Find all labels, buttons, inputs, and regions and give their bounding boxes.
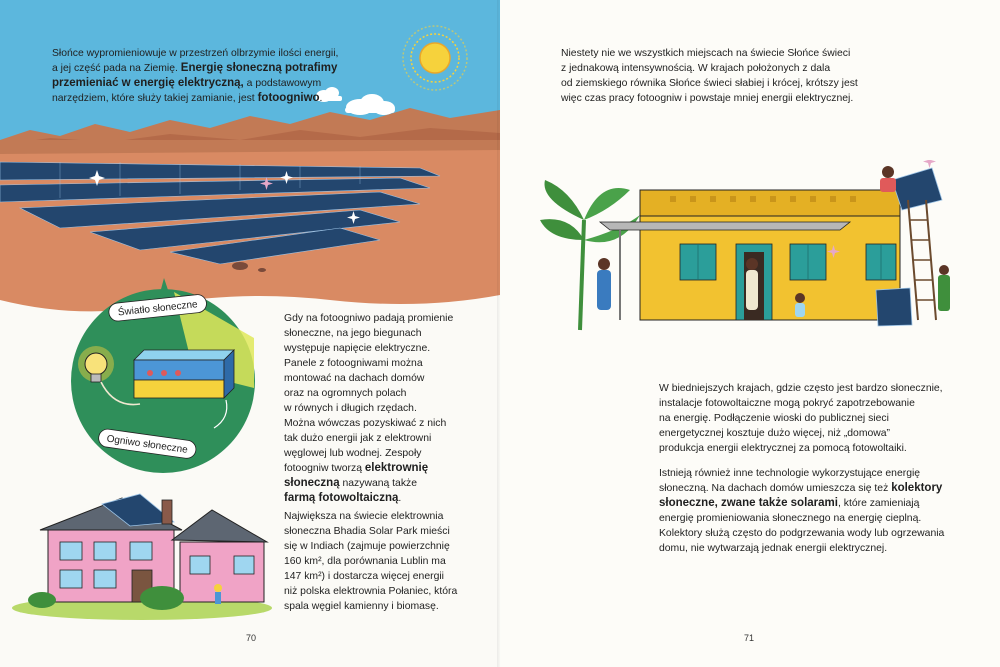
collectors-paragraph [659, 466, 969, 556]
paragraph-line: od ziemskiego równika Słońce świeci słabiej i krócej, krótszy jest [561, 78, 858, 89]
solar-cell-icon [134, 350, 234, 398]
intro-line: a jej część pada na Ziemię. [52, 63, 178, 74]
intro-line: . [319, 93, 323, 104]
paragraph-line: produkcja energii elektrycznej za pomocą fotowoltaiki. [659, 443, 907, 454]
paragraph-line: 160 km², dla porównania Lublin ma [284, 556, 446, 567]
right-page [500, 0, 1000, 667]
paragraph-line: . [398, 493, 402, 504]
paragraph-line: energetycznej kosztuje dużo więcej, niż „domowa” [659, 428, 891, 439]
sunlight-label-text: Światło słoneczne [117, 299, 199, 319]
bhadia-paragraph [284, 509, 474, 614]
solar-farm-paragraph [284, 311, 474, 506]
page-number-left: 70 [246, 633, 257, 643]
lightbulb-icon [78, 346, 114, 382]
paragraph-line: Niestety nie we wszystkich miejscach na świecie Słońce świeci [561, 48, 851, 59]
intro-line: narzędziem, które służy takiej zamianie, jest [52, 93, 255, 104]
paragraph-line: więc czas pracy fotoogniw i powstaje mniej energii elektrycznej. [561, 93, 854, 104]
paragraph-line: W biedniejszych krajach, gdzie często jest bardzo słonecznie, [659, 383, 943, 394]
paragraph-line: domu, nie wytwarzają jednak energii elektrycznej. [659, 543, 888, 554]
paragraph-line: słoneczną. Na dachach domów umieszcza się też [659, 483, 889, 494]
paragraph-bold: kolektory [891, 482, 943, 494]
paragraph-bold: elektrownię [364, 462, 429, 474]
intro-line: a podstawowym [246, 78, 322, 89]
intro-bold: Energię słoneczną potrafimy [180, 62, 338, 74]
intro-line: Słońce wypromieniowuje w przestrzeń olbrzymie ilości energii, [52, 48, 339, 59]
paragraph-line: nazywaną także [342, 478, 418, 489]
intro-paragraph [52, 46, 382, 106]
paragraph-line: niż polska elektrownia Połaniec, która [284, 586, 458, 597]
paragraph-line: z jednakową intensywnością. W krajach położonych z dala [561, 63, 831, 74]
paragraph-line: 147 km²) i dostarcza więcej energii [284, 571, 444, 582]
paragraph-line: tak dużo energii jak z elektrowni [284, 433, 432, 444]
paragraph-line: fotoogniw tworzą [284, 463, 362, 474]
village-house-illustration [540, 160, 965, 340]
paragraph-line: Największa na świecie elektrownia [284, 511, 444, 522]
paragraph-line: występuje napięcie elektryczne. [284, 343, 431, 354]
paragraph-bold: farmą fotowoltaiczną [284, 492, 399, 504]
paragraph-line: energię promieniowania słonecznego na energię cieplną. [659, 513, 922, 524]
paragraph-line: montować na dachach domów [284, 373, 425, 384]
intro-bold: przemieniać w energię elektryczną, [52, 77, 244, 89]
paragraph-bold: słoneczną [284, 477, 340, 489]
paragraph-line: , które zamieniają [837, 498, 920, 509]
paragraph-line: Można wówczas pozyskiwać z nich [284, 418, 447, 429]
house-illustration [12, 470, 282, 620]
intensity-paragraph [561, 46, 861, 106]
paragraph-line: na energię. Podłączenie wioski do publicznej sieci [659, 413, 889, 424]
solar-cell-diagram [64, 278, 262, 476]
solar-cell-label-text: Ogniwo słoneczne [105, 433, 189, 456]
paragraph-line: się w Indiach (zajmuje powierzchnię [284, 541, 450, 552]
paragraph-line: spala węgiel kamienny i biomasę. [284, 601, 439, 612]
book-gutter [497, 0, 503, 667]
paragraph-line: Gdy na fotoogniwo padają promienie [284, 313, 454, 324]
poor-countries-paragraph [659, 381, 969, 456]
paragraph-line: oraz na ogromnych polach [284, 388, 407, 399]
intro-bold: fotoogniwo [257, 92, 320, 104]
plant-icon [540, 180, 640, 330]
paragraph-line: instalacje fotowoltaiczne mogą pokryć zapotrzebowanie [659, 398, 915, 409]
paragraph-line: Istnieją również inne technologie wykorzystujące energię [659, 468, 921, 479]
paragraph-line: węglowej lub wodnej. Zespoły [284, 448, 422, 459]
paragraph-line: Kolektory służą często do podgrzewania wody lub ogrzewania [659, 528, 945, 539]
paragraph-line: słoneczna Bhadia Solar Park mieści [284, 526, 450, 537]
paragraph-line: w równych i długich rzędach. [284, 403, 417, 414]
paragraph-line: słoneczne, na jego biegunach [284, 328, 422, 339]
paragraph-bold: słoneczne, zwane także solarami [659, 497, 838, 509]
paragraph-line: Panele z fotoogniwami można [284, 358, 423, 369]
page-number-right: 71 [744, 633, 755, 643]
